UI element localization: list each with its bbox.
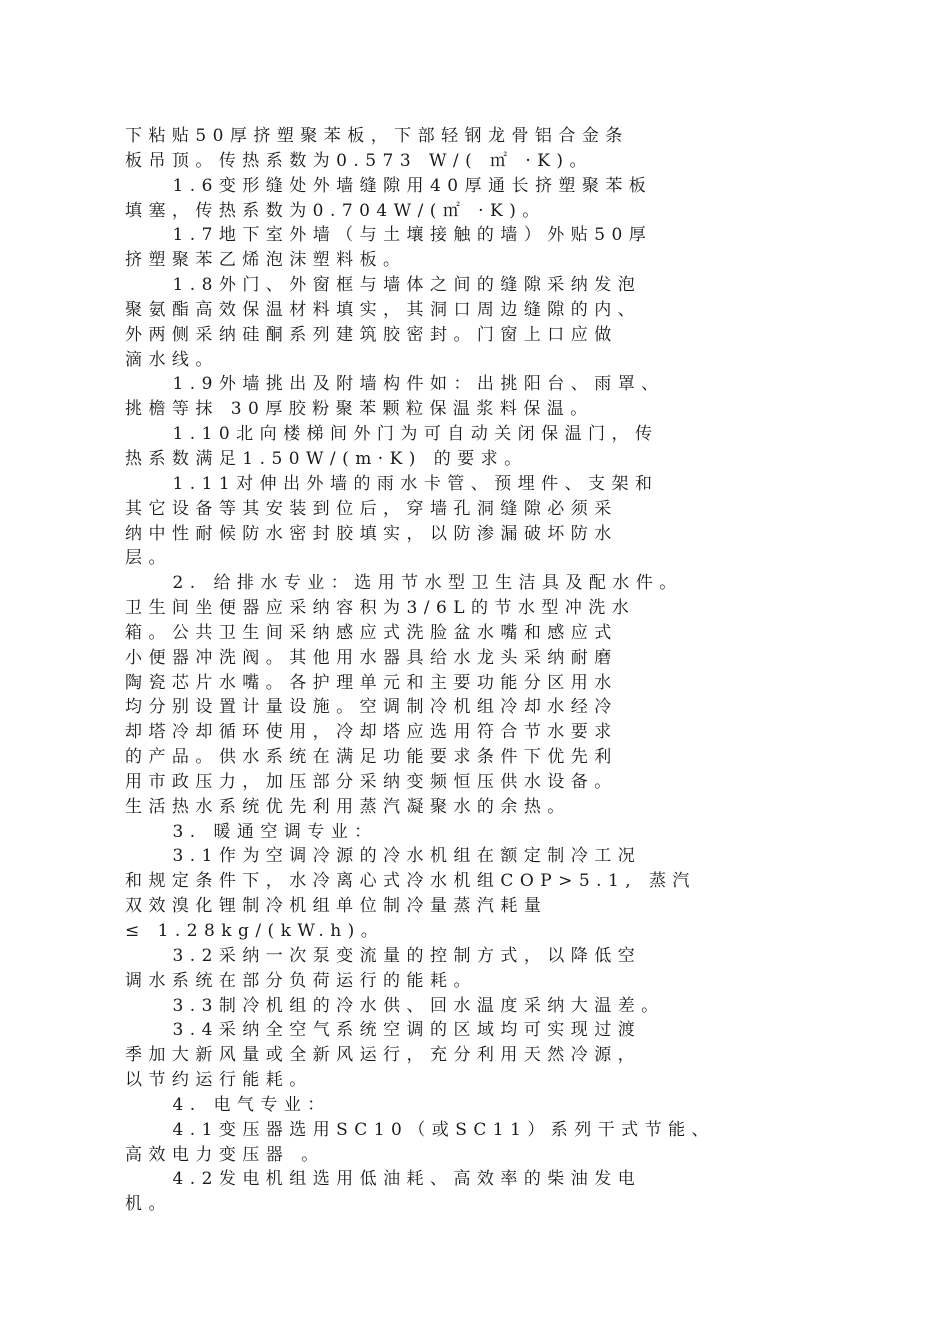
text-line: 用市政压力，加压部分采纳变频恒压供水设备。: [125, 771, 618, 792]
text-line: 挤塑聚苯乙烯泡沫塑料板。: [125, 250, 407, 271]
text-line: 1.8外门、外窗框与墙体之间的缝隙采纳发泡: [125, 275, 642, 296]
text-line: 层。: [125, 548, 172, 569]
text-line: 4. 电气专业：: [125, 1094, 331, 1115]
text-line: 生活热水系统优先利用蒸汽凝聚水的余热。: [125, 796, 571, 817]
text-line: 2. 给排水专业：选用节水型卫生洁具及配水件。: [125, 573, 683, 594]
text-line: 其它设备等其安装到位后，穿墙孔洞缝隙必须采: [125, 498, 618, 519]
text-line: 填塞，传热系数为0.704W/(㎡ ·K)。: [125, 200, 546, 221]
text-line: 滴水线。: [125, 349, 219, 370]
text-line: 外两侧采纳硅酮系列建筑胶密封。门窗上口应做: [125, 324, 618, 345]
text-line: 的产品。供水系统在满足功能要求条件下优先利: [125, 747, 618, 768]
text-line: 4.1变压器选用SC10（或SC11）系列干式节能、: [125, 1119, 716, 1140]
text-line: 4.2发电机组选用低油耗、高效率的柴油发电: [125, 1169, 642, 1190]
text-line: 陶瓷芯片水嘴。各护理单元和主要功能分区用水: [125, 672, 618, 693]
text-line: 3.1作为空调冷源的冷水机组在额定制冷工况: [125, 846, 642, 867]
text-line: 卫生间坐便器应采纳容积为3/6L的节水型冲洗水: [125, 598, 636, 619]
text-line: 纳中性耐候防水密封胶填实，以防渗漏破坏防水: [125, 523, 618, 544]
text-line: 聚氨酯高效保温材料填实，其洞口周边缝隙的内、: [125, 299, 642, 320]
text-line: 小便器冲洗阀。其他用水器具给水龙头采纳耐磨: [125, 647, 618, 668]
text-line: 热系数满足1.50W/(m·K) 的要求。: [125, 448, 528, 469]
text-line: 双效溴化锂制冷机组单位制冷量蒸汽耗量: [125, 896, 548, 917]
text-line: 却塔冷却循环使用，冷却塔应选用符合节水要求: [125, 722, 618, 743]
text-line: 挑檐等抹 30厚胶粉聚苯颗粒保温浆料保温。: [125, 399, 594, 420]
text-line: 3.4采纳全空气系统空调的区域均可实现过渡: [125, 1020, 642, 1041]
text-line: 1.10北向楼梯间外门为可自动关闭保温门，传: [125, 424, 659, 445]
text-line: 3.2采纳一次泵变流量的控制方式，以降低空: [125, 945, 642, 966]
text-line: 1.7地下室外墙（与土壤接触的墙）外贴50厚: [125, 225, 653, 246]
text-line: 3.3制冷机组的冷水供、回水温度采纳大温差。: [125, 995, 665, 1016]
text-line: 3. 暖通空调专业：: [125, 821, 378, 842]
text-line: 和规定条件下，水冷离心式冷水机组COP>5.1, 蒸汽: [125, 871, 696, 892]
text-line: ≤ 1.28kg/(kW.h)。: [125, 921, 385, 941]
text-line: 板吊顶。传热系数为0.573 W/( ㎡ ·K)。: [125, 150, 593, 171]
body-text: [125, 124, 840, 1217]
text-line: 箱。公共卫生间采纳感应式洗脸盆水嘴和感应式: [125, 622, 618, 643]
text-line: 均分别设置计量设施。空调制冷机组冷却水经冷: [125, 697, 618, 718]
text-line: 机。: [125, 1194, 172, 1215]
text-line: 以节约运行能耗。: [125, 1070, 313, 1091]
text-line: 1.11对伸出外墙的雨水卡管、预埋件、支架和: [125, 473, 659, 494]
text-line: 季加大新风量或全新风运行，充分利用天然冷源，: [125, 1045, 642, 1066]
text-line: 调水系统在部分负荷运行的能耗。: [125, 970, 477, 991]
text-line: 1.6变形缝处外墙缝隙用40厚通长挤塑聚苯板: [125, 175, 653, 196]
text-line: 1.9外墙挑出及附墙构件如：出挑阳台、雨罩、: [125, 374, 665, 395]
text-line: 高效电力变压器 。: [125, 1144, 325, 1165]
text-line: 下粘贴50厚挤塑聚苯板，下部轻钢龙骨铝合金条: [125, 126, 629, 146]
